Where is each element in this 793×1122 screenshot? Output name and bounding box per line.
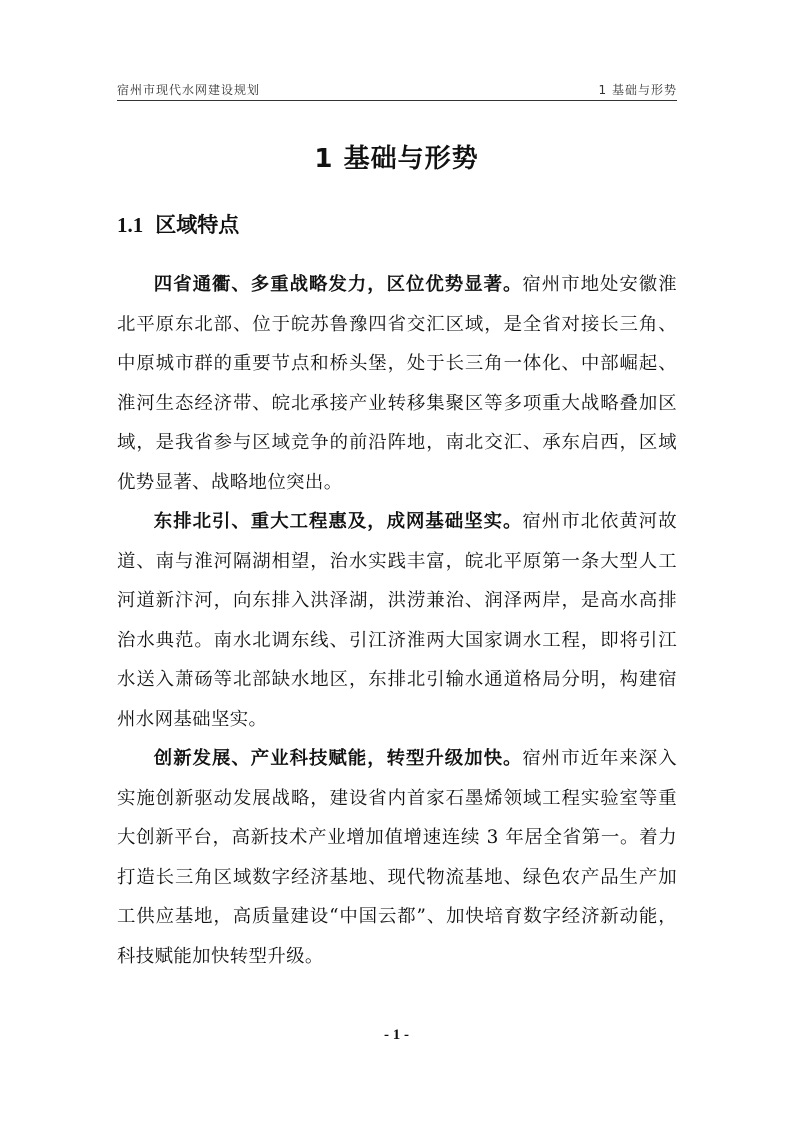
body-text: [117, 265, 677, 976]
paragraph-water-network: [117, 502, 677, 739]
paragraph-text: 宿州市北依黄河故道、南与淮河隔湖相望，治水实践丰富，皖北平原第一条大型人工河道新汴河，向东排入洪泽湖，洪涝兼治、润泽两岸，是高水高排治水典范。南水北调东线、引江济淮两大国家调水工程，即将引江水送入萧砀等北部缺水地区，东排北引输水通道格局分明，构建宿州水网基础坚实。: [117, 511, 677, 730]
paragraph-lead: 东排北引、重大工程惠及，成网基础坚实。: [153, 511, 523, 532]
paragraph-location: [117, 265, 677, 502]
header-document-title: 宿州市现代水网建设规划: [117, 83, 261, 97]
paragraph-lead: 创新发展、产业科技赋能，转型升级加快。: [153, 748, 523, 769]
chapter-title: 1 基础与形势: [314, 144, 479, 174]
running-header: [117, 78, 677, 101]
paragraph-innovation: [117, 739, 677, 976]
paragraph-text: 宿州市地处安徽淮北平原东北部、位于皖苏鲁豫四省交汇区域，是全省对接长三角、中原城市群的重要节点和桥头堡，处于长三角一体化、中部崛起、淮河生态经济带、皖北承接产业转移集聚区等多项重大战略叠加区域，是我省参与区域竞争的前沿阵地，南北交汇、承东启西，区域优势显著、战略地位突出。: [117, 274, 677, 493]
paragraph-text: 宿州市近年来深入实施创新驱动发展战略，建设省内首家石墨烯领域工程实验室等重大创新平台，高新技术产业增加值增速连续 3 年居全省第一。着力打造长三角区域数字经济基地、现代物流基地、绿色农产品生产加工供应基地，高质量建设“中国云都”、加快培育数字经济新动能，科技赋能加快转型升级。: [117, 748, 677, 967]
paragraph-lead: 四省通衢、多重战略发力，区位优势显著。: [153, 274, 523, 295]
page-number: - 1 -: [384, 1027, 409, 1043]
section-number: 1.1: [117, 213, 144, 237]
section-heading: [117, 209, 239, 239]
header-chapter-label: 1 基础与形势: [598, 83, 677, 97]
section-title: 区域特点: [155, 213, 240, 237]
